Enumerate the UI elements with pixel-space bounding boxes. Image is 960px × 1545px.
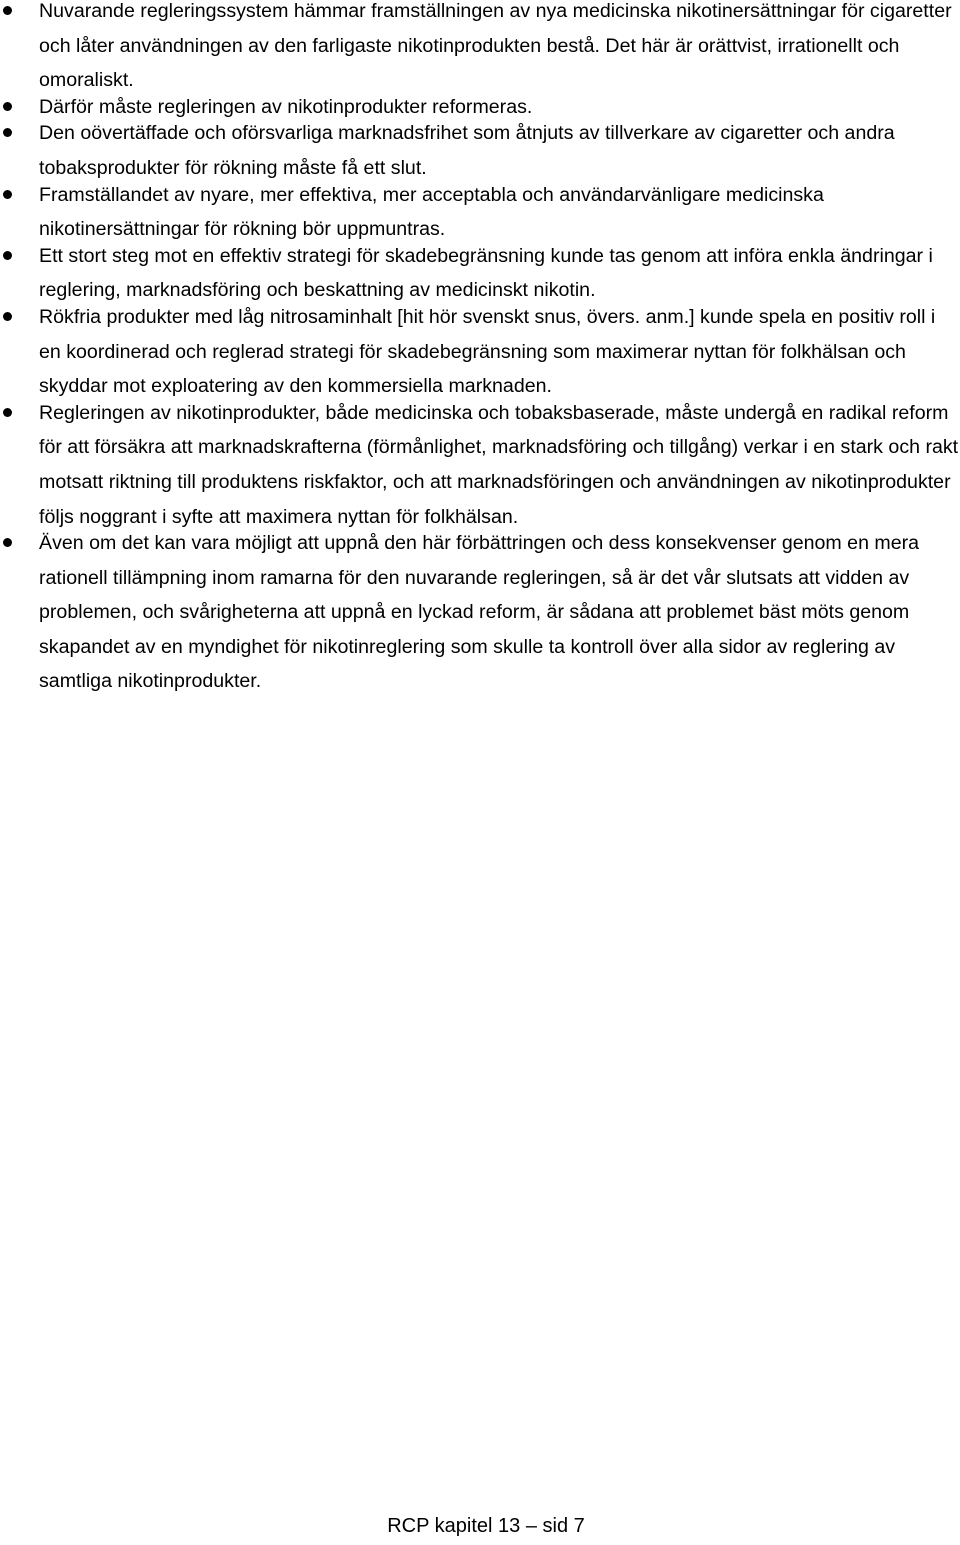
- bullet-dot-icon: [3, 6, 12, 15]
- list-item: [0, 116, 960, 185]
- bullet-dot-icon: [3, 251, 12, 260]
- bullet-dot-icon: [3, 190, 12, 199]
- bullet-dot-icon: [3, 312, 12, 321]
- list-item: [0, 0, 960, 98]
- list-item-text: Framställandet av nyare, mer effektiva, mer acceptabla och användarvänligare medicinska nikotinersättningar för rökning bör uppmuntras.: [39, 183, 824, 241]
- bullet-dot-icon: [3, 128, 12, 137]
- list-item-text: Nuvarande regleringssystem hämmar framställningen av nya medicinska nikotinersättningar för cigaretter och låter användningen av den farligaste nikotinprodukten bestå. Det här är orättvist, irrationellt och omoraliskt.: [39, 0, 952, 92]
- list-item: [0, 526, 960, 699]
- page-footer: RCP kapitel 13 – sid 7: [387, 1515, 585, 1537]
- list-item-text: Ett stort steg mot en effektiv strategi för skadebegränsning kunde tas genom att införa enkla ändringar i reglering, marknadsföring och beskattning av medicinskt nikotin.: [39, 244, 933, 302]
- list-item: [0, 239, 960, 308]
- list-item-text: Därför måste regleringen av nikotinprodukter reformeras.: [39, 95, 533, 118]
- bullet-dot-icon: [3, 408, 12, 417]
- bullet-dot-icon: [3, 538, 12, 547]
- list-item: [0, 300, 960, 404]
- list-item: [0, 178, 960, 247]
- bullet-dot-icon: [3, 102, 12, 111]
- bullet-list: [0, 0, 960, 699]
- list-item-text: Regleringen av nikotinprodukter, både medicinska och tobaksbaserade, måste undergå en radikal reform för att försäkra att marknadskrafterna (förmånlighet, marknadsföring och tillgång) verkar i en stark och rakt motsatt riktning till produktens riskfaktor, och att marknadsföringen och användningen av nikotinprodukter följs noggrant i syfte att maximera nyttan för folkhälsan.: [39, 401, 959, 528]
- list-item-text: Den oövertäffade och oförsvarliga marknadsfrihet som åtnjuts av tillverkare av cigaretter och andra tobaksprodukter för rökning måste få ett slut.: [39, 122, 895, 179]
- list-item-text: Rökfria produkter med låg nitrosaminhalt [hit hör svenskt snus, övers. anm.] kunde spela en positiv roll i en koordinerad och reglerad strategi för skadebegränsning som maximerar nyttan för folkhälsan och skyddar mot exploatering av den kommersiella marknaden.: [39, 305, 936, 398]
- list-item: [0, 396, 960, 534]
- list-item-text: Även om det kan vara möjligt att uppnå den här förbättringen och dess konsekvenser genom en mera rationell tillämpning inom ramarna för den nuvarande regleringen, så är det vår slutsats att vidden av problemen, och svårigheterna att uppnå en lyckad reform, är sådana att problemet bäst möts genom skapandet av en myndighet för nikotinreglering som skulle ta kontroll över alla sidor av reglering av samtliga nikotinprodukter.: [39, 532, 920, 693]
